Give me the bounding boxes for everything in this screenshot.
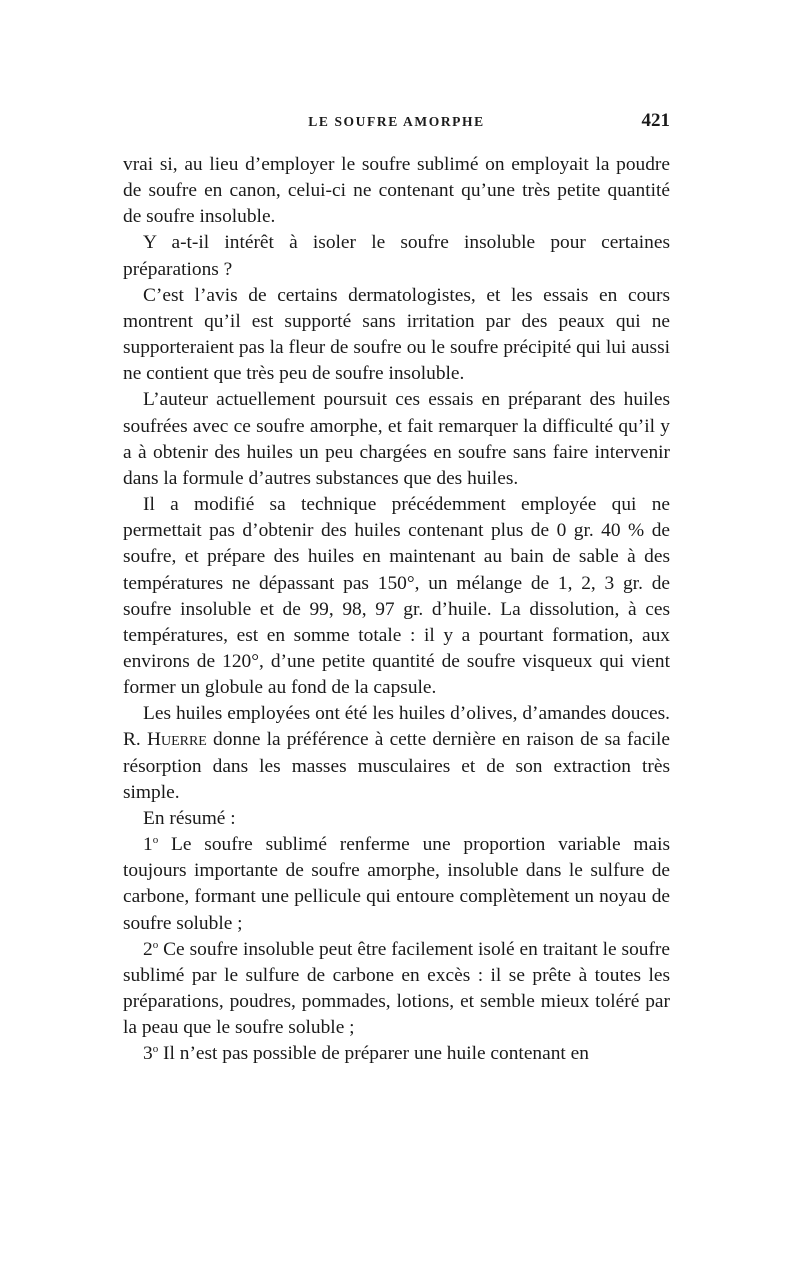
paragraph: C’est l’avis de certains dermatologistes, et les essais en cours montrent qu’il est supporté sans irritation par des peaux qui ne supporteraient pas la fleur de soufre ou le soufre précipité qui lui aussi ne contient que très peu de soufre insoluble. xyxy=(123,284,670,385)
page-header xyxy=(123,110,670,138)
paragraph-text: donne la préférence à cette dernière en raison de sa facile résorption dans les masses musculaires et de son extraction très simple. xyxy=(123,729,670,803)
author-name: Huerre xyxy=(146,729,207,751)
paragraph: Il a modifié sa technique précédemment employée qui ne permettait pas d’obtenir des huiles contenant plus de 0 gr. 40 % de soufre, et prépare des huiles en maintenant au bain de sable à des températures ne dépassant pas 150°, un mélange de 1, 2, 3 gr. de soufre insoluble et de 99, 98, 97 gr. d’huile. La dissolution, à ces températures, est en somme totale : il y a pourtant formation, aux environs de 120°, d’une petite quantité de soufre visqueux qui vient former un globule au fond de la capsule. xyxy=(123,494,670,699)
ordinal-mark: o xyxy=(152,1043,159,1056)
paragraph-text: Les huiles employées ont été les huiles d’olives, d’amandes douces. R. xyxy=(123,703,670,751)
ordinal-mark: o xyxy=(152,938,159,951)
item-number: 1 xyxy=(143,834,153,856)
book-page xyxy=(123,110,670,1067)
paragraph-text: Il n’est pas possible de préparer une huile contenant en xyxy=(158,1043,589,1065)
paragraph xyxy=(123,701,670,806)
paragraph: En résumé : xyxy=(143,807,236,829)
list-item xyxy=(123,832,670,937)
paragraph-text: Ce soufre insoluble peut être facilement isolé en traitant le soufre sublimé par le sulfure de carbone en excès : il se prête à toutes les préparations, poudres, pommades, lotions, et semble mieux toléré par la peau que le soufre soluble ; xyxy=(123,938,670,1039)
paragraph: Y a-t-il intérêt à isoler le soufre insoluble pour certaines préparations ? xyxy=(123,232,670,280)
body-text xyxy=(123,152,670,1067)
item-number: 2 xyxy=(143,938,153,960)
paragraph: vrai si, au lieu d’employer le soufre sublimé on employait la poudre de soufre en canon, celui-ci ne contenant qu’une très petite quantité de soufre insoluble. xyxy=(123,154,670,228)
list-item xyxy=(123,937,670,1042)
running-title: LE SOUFRE AMORPHE xyxy=(308,114,485,129)
page-number: 421 xyxy=(641,110,670,131)
list-item xyxy=(123,1041,670,1067)
ordinal-mark: o xyxy=(152,834,159,847)
paragraph: L’auteur actuellement poursuit ces essais en préparant des huiles soufrées avec ce soufre amorphe, et fait remarquer la difficulté qu’il y a à obtenir des huiles un peu chargées en soufre sans faire intervenir dans la formule d’autres substances que des huiles. xyxy=(123,389,670,489)
paragraph-text: Le soufre sublimé renferme une proportion variable mais toujours importante de soufre amorphe, insoluble dans le sulfure de carbone, formant une pellicule qui entoure complètement un noyau de soufre soluble ; xyxy=(123,834,670,934)
item-number: 3 xyxy=(143,1043,153,1065)
